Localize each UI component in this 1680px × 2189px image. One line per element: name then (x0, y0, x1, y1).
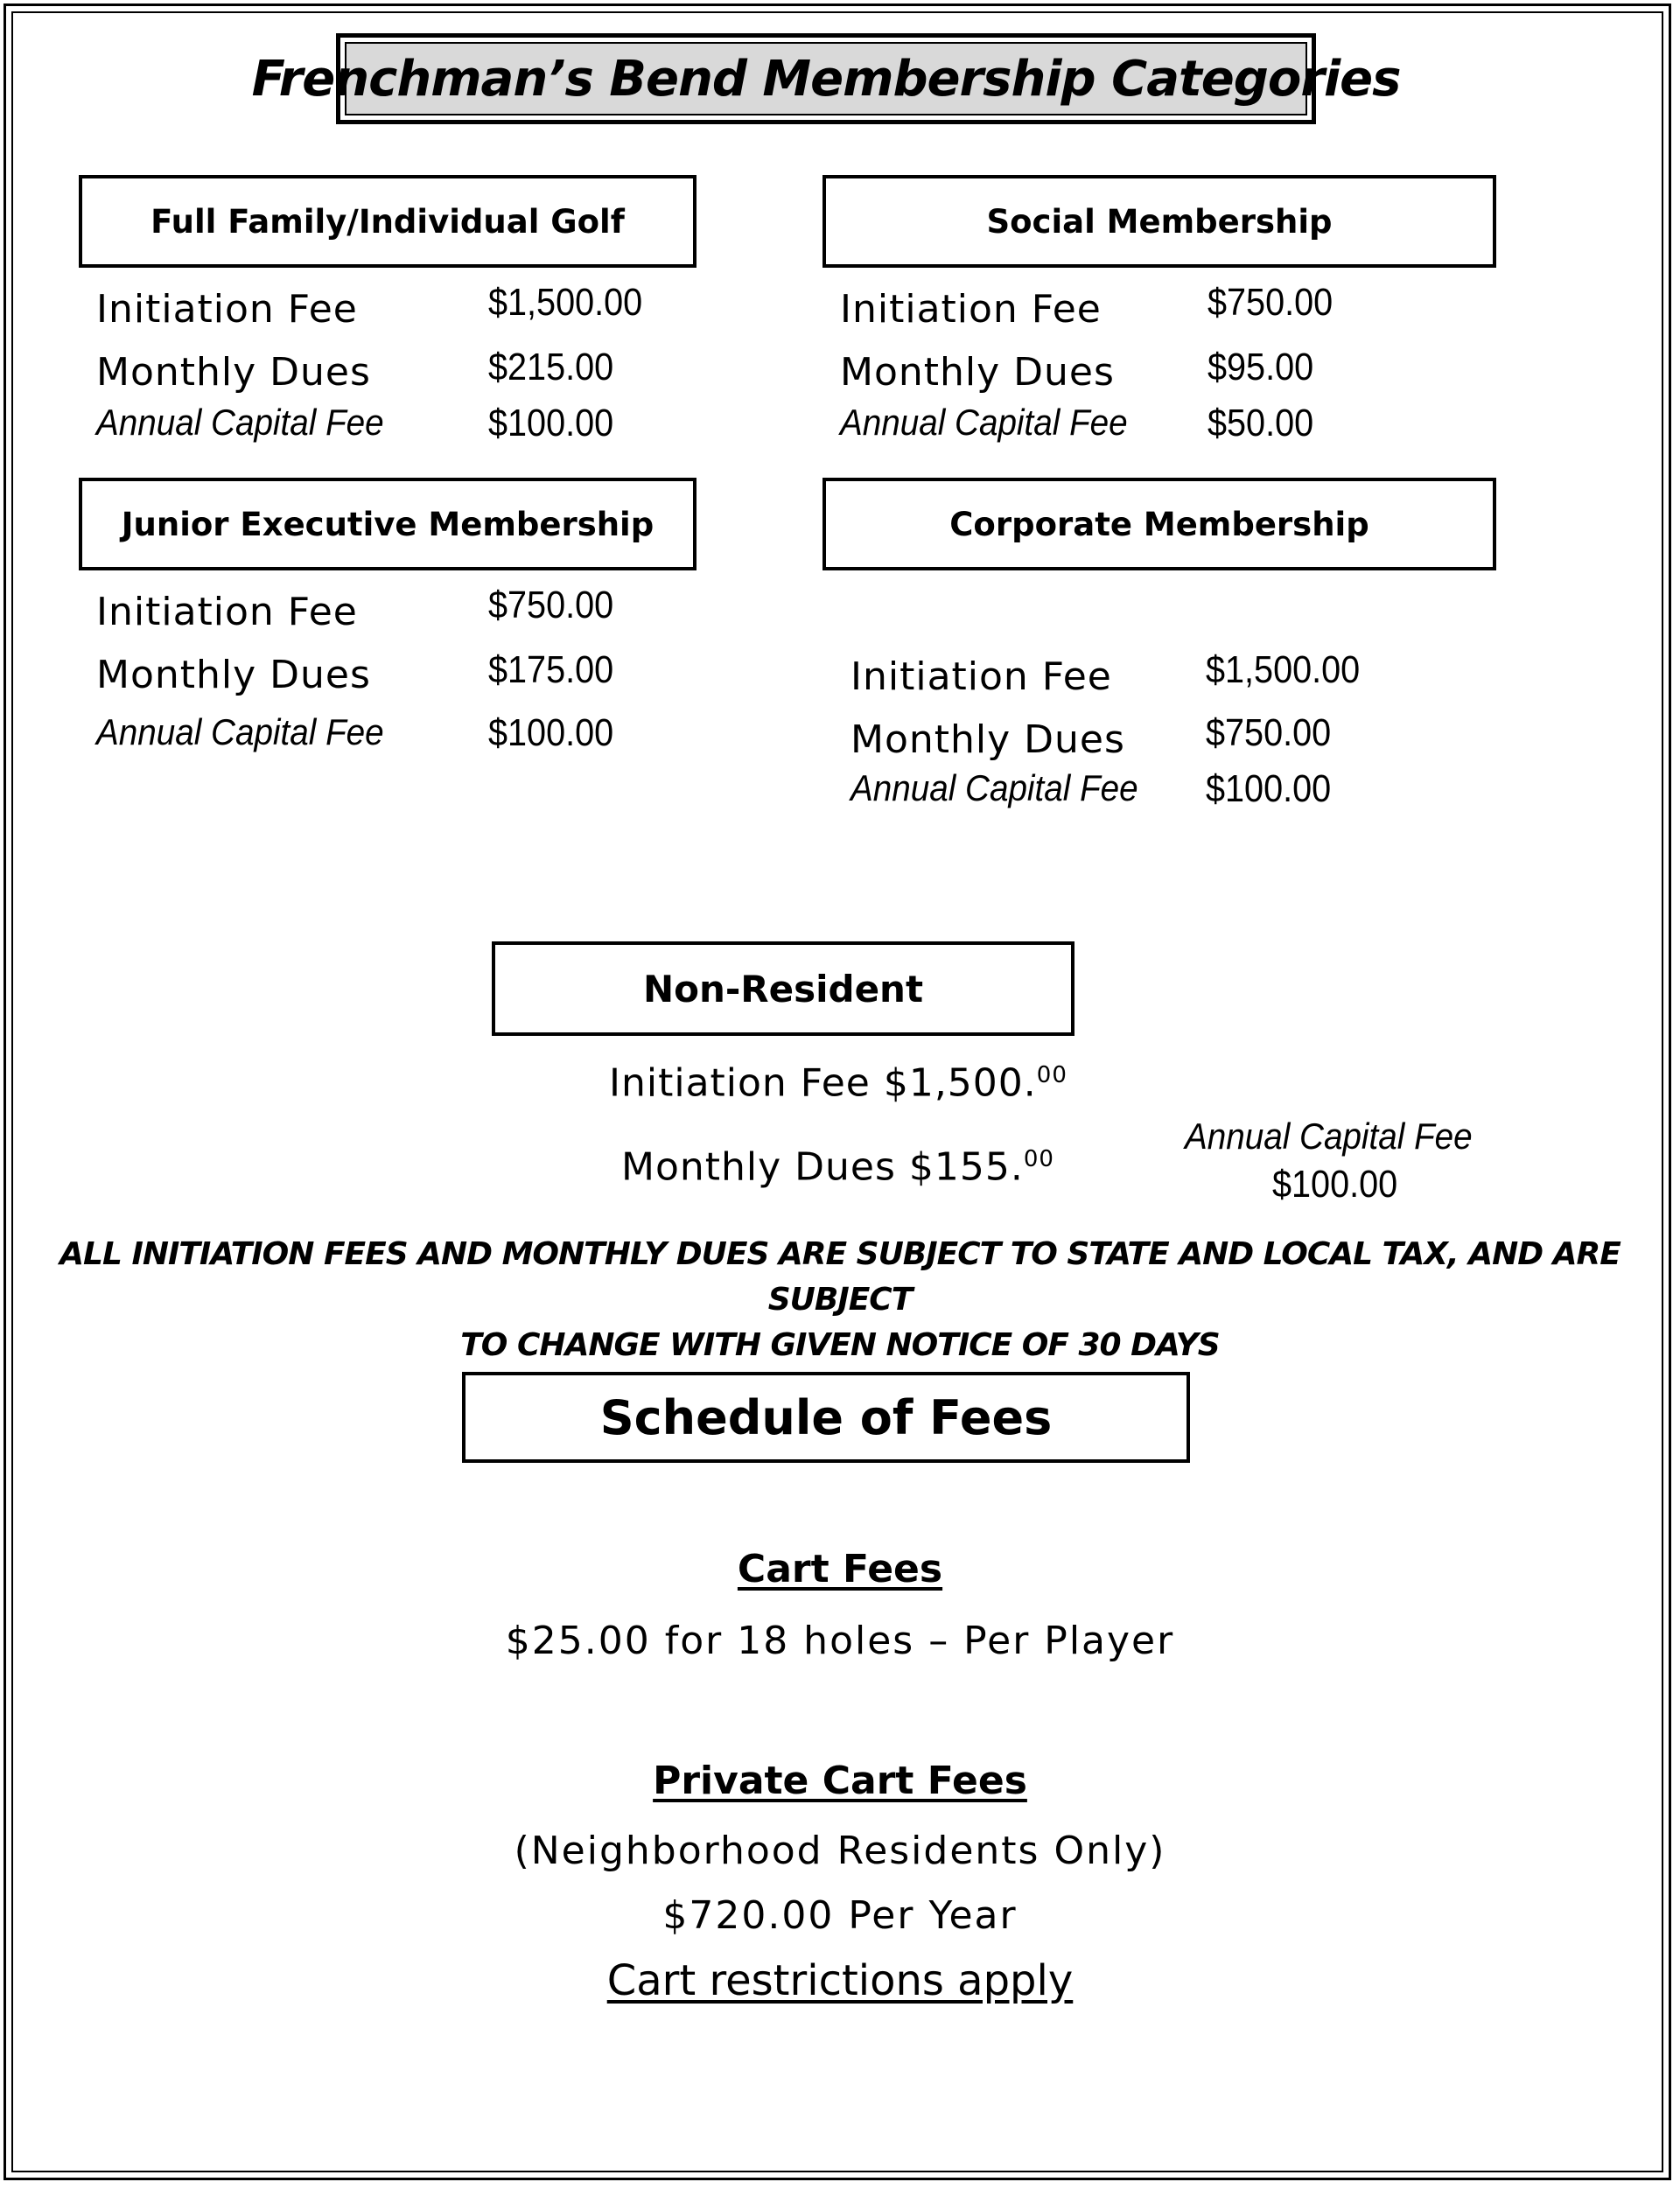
non-resident-monthly-cents: 00 (1023, 1146, 1054, 1172)
junior-executive-initiation-amount: $750.00 (488, 584, 614, 626)
junior-executive-capital-amount: $100.00 (488, 711, 614, 754)
full-family-monthly-label: Monthly Dues (96, 350, 371, 395)
full-family-capital-amount: $100.00 (488, 402, 614, 444)
full-family-initiation-label: Initiation Fee (96, 287, 358, 332)
corporate-monthly-amount: $750.00 (1206, 711, 1332, 754)
tax-notice (35, 1232, 1645, 1368)
private-cart-eligibility: (Neighborhood Residents Only) (514, 1829, 1166, 1873)
non-resident-monthly-text: Monthly Dues $155. (621, 1144, 1024, 1190)
junior-executive-monthly-label: Monthly Dues (96, 653, 371, 697)
non-resident-capital-label: Annual Capital Fee (1185, 1115, 1473, 1157)
full-family-initiation-amount: $1,500.00 (488, 281, 643, 324)
social-monthly-label: Monthly Dues (840, 350, 1115, 395)
social-monthly-amount: $95.00 (1208, 346, 1314, 388)
social-capital-label: Annual Capital Fee (840, 402, 1128, 443)
social-initiation-amount: $750.00 (1208, 281, 1334, 324)
non-resident-capital-amount: $100.00 (1272, 1163, 1398, 1206)
full-family-heading: Full Family/Individual Golf (79, 175, 696, 268)
cart-restrictions-row (0, 1956, 1680, 2005)
junior-executive-initiation-label: Initiation Fee (96, 590, 358, 634)
title-box (251, 33, 1401, 124)
non-resident-initiation-text: Initiation Fee $1,500. (609, 1060, 1037, 1106)
junior-executive-monthly-amount: $175.00 (488, 648, 614, 691)
corporate-monthly-label: Monthly Dues (850, 717, 1125, 762)
corporate-heading: Corporate Membership (822, 478, 1496, 570)
full-family-capital-label: Annual Capital Fee (96, 402, 384, 443)
corporate-capital-amount: $100.00 (1206, 767, 1332, 810)
social-capital-amount: $50.00 (1208, 402, 1314, 444)
corporate-capital-label: Annual Capital Fee (850, 767, 1138, 808)
schedule-heading: Schedule of Fees (462, 1372, 1190, 1463)
corporate-initiation-amount: $1,500.00 (1206, 648, 1361, 691)
corporate-initiation-label: Initiation Fee (850, 654, 1112, 699)
cart-fees-heading-row (0, 1547, 1680, 1591)
non-resident-initiation-cents: 00 (1036, 1062, 1068, 1088)
social-initiation-label: Initiation Fee (840, 287, 1102, 332)
private-cart-fees-heading: Private Cart Fees (653, 1759, 1027, 1803)
cart-fees-heading: Cart Fees (737, 1547, 943, 1591)
junior-executive-capital-label: Annual Capital Fee (96, 711, 384, 752)
cart-restrictions: Cart restrictions apply (606, 1956, 1074, 2005)
page-title: Frenchman’s Bend Membership Categories (345, 42, 1307, 115)
non-resident-heading: Non-Resident (492, 941, 1074, 1036)
private-cart-price: $720.00 Per Year (662, 1893, 1018, 1938)
junior-executive-heading: Junior Executive Membership (79, 478, 696, 570)
cart-fees-line: $25.00 for 18 holes – Per Player (505, 1619, 1175, 1663)
full-family-monthly-amount: $215.00 (488, 346, 614, 388)
non-resident-monthly (621, 1144, 1054, 1190)
social-heading: Social Membership (822, 175, 1496, 268)
non-resident-initiation (609, 1060, 1068, 1106)
tax-notice-line-1: ALL INITIATION FEES AND MONTHLY DUES ARE SUBJECT TO STATE AND LOCAL TAX, AND ARE SUBJECT (60, 1236, 1620, 1318)
tax-notice-line-2: TO CHANGE WITH GIVEN NOTICE OF 30 DAYS (460, 1327, 1220, 1363)
private-cart-fees-heading-row (0, 1759, 1680, 1803)
